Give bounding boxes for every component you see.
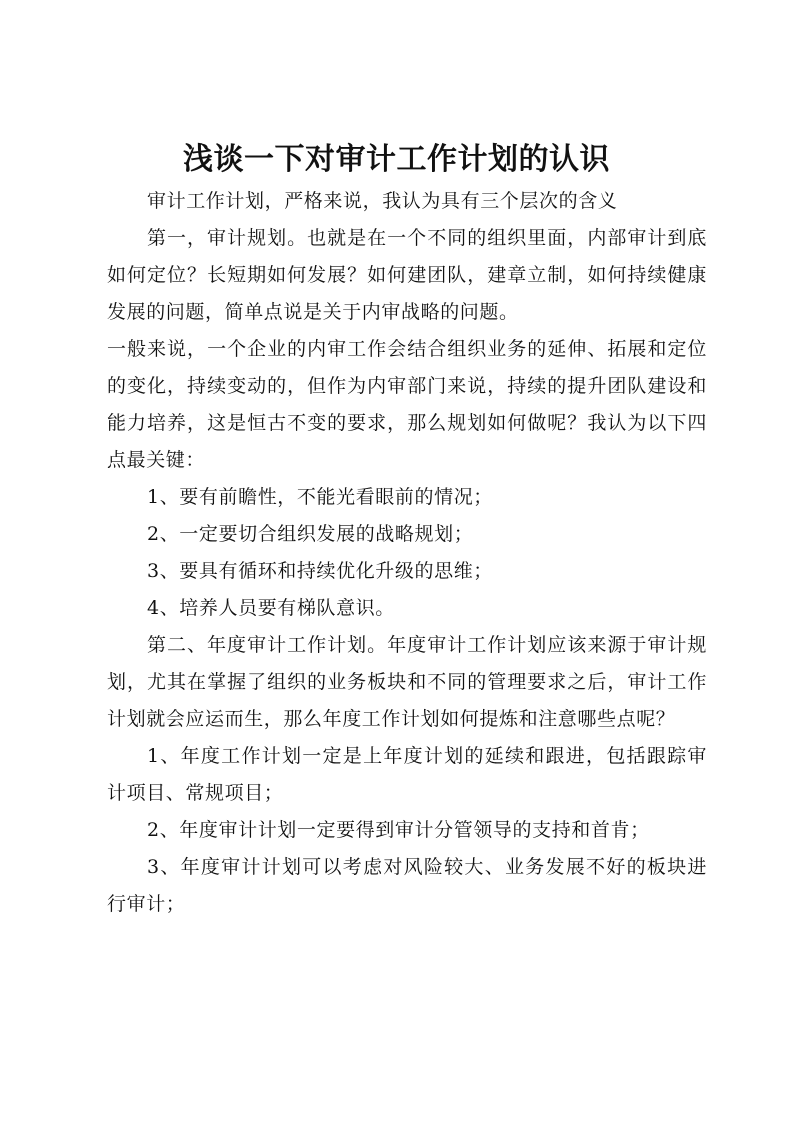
paragraph-general: 一般来说，一个企业的内审工作会结合组织业务的延伸、拓展和定位的变化，持续变动的，但作为内审部门来说，持续的提升团队建设和能力培养，这是恒古不变的要求，那么规划如何做呢？我认为以下四点最关键： (107, 338, 707, 471)
list-item-4: 4、培养人员要有梯队意识。 (147, 597, 395, 619)
list-item-5: 1、年度工作计划一定是上年度计划的延续和跟进，包括跟踪审计项目、常规项目； (107, 745, 707, 804)
list-item-3: 3、要具有循环和持续优化升级的思维； (147, 560, 493, 582)
paragraph-section-one: 第一，审计规划。也就是在一个不同的组织里面，内部审计到底如何定位？长短期如何发展？如何建团队，建章立制，如何持续健康发展的问题，简单点说是关于内审战略的问题。 (107, 227, 707, 323)
paragraph-intro: 审计工作计划，严格来说，我认为具有三个层次的含义 (147, 190, 618, 212)
paragraph-section-two: 第二、年度审计工作计划。年度审计工作计划应该来源于审计规划，尤其在掌握了组织的业务板块和不同的管理要求之后，审计工作计划就会应运而生，那么年度工作计划如何提炼和注意哪些点呢？ (107, 634, 707, 730)
list-item-1: 1、要有前瞻性，不能光看眼前的情况； (147, 486, 493, 508)
list-item-7: 3、年度审计计划可以考虑对风险较大、业务发展不好的板块进行审计； (107, 856, 707, 915)
list-item-6: 2、年度审计计划一定要得到审计分管领导的支持和首肯； (147, 819, 650, 841)
document-body (107, 183, 707, 923)
document-title: 浅谈一下对审计工作计划的认识 (183, 142, 610, 177)
list-item-2: 2、一定要切合组织发展的战略规划； (147, 523, 474, 545)
